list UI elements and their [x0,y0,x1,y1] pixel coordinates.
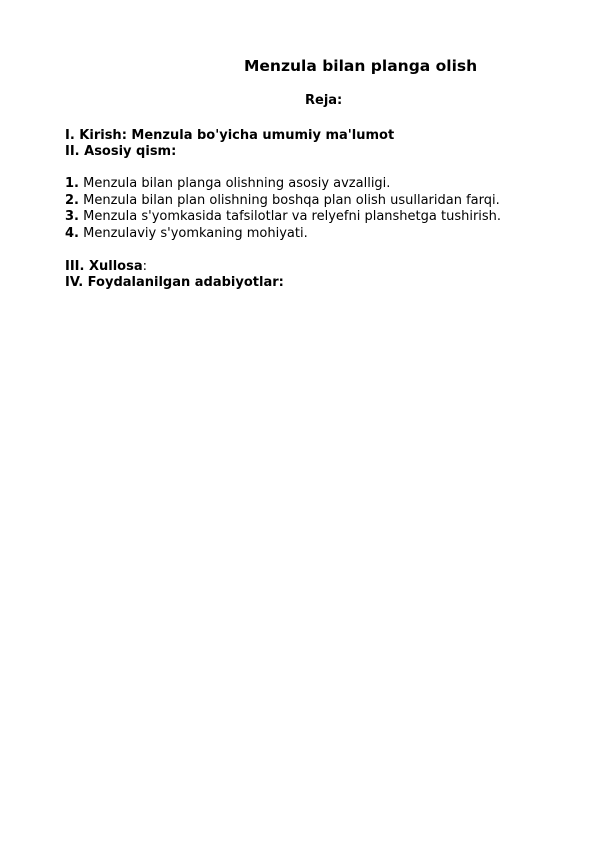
plan-item-text: Menzula s'yomkasida tafsilotlar va relyefni planshetga tushirish. [78,209,502,224]
plan-item-number: 4. [65,225,79,241]
section-references: IV. Foydalanilgan adabiyotlar: [65,275,284,290]
plan-list-item [65,226,505,243]
section-intro: I. Kirish: Menzula bo'yicha umumiy ma'lumot [65,128,395,143]
plan-item-text: Menzulaviy s'yomkaning mohiyati. [78,225,308,241]
plan-list-item [65,193,505,210]
section-main: II. Asosiy qism: [65,144,177,159]
document-content [65,56,505,291]
section-conclusion-colon: : [142,259,147,274]
plan-item-text: Menzula bilan planga olishning asosiy avzalligi. [78,176,391,191]
plan-heading: Reja: [305,93,343,108]
section-conclusion-label: III. Xullosa [65,259,143,274]
plan-list [65,176,505,242]
closing-sections [65,259,505,291]
section-conclusion [65,259,505,275]
plan-item-number: 1. [65,176,79,191]
document-title: Menzula bilan planga olish [244,57,478,75]
plan-item-text: Menzula bilan plan olishning boshqa plan olish usullaridan farqi. [78,192,500,208]
plan-item-number: 3. [65,209,79,224]
plan-list-item [65,176,505,193]
plan-item-number: 2. [65,192,79,208]
plan-list-item [65,209,505,226]
